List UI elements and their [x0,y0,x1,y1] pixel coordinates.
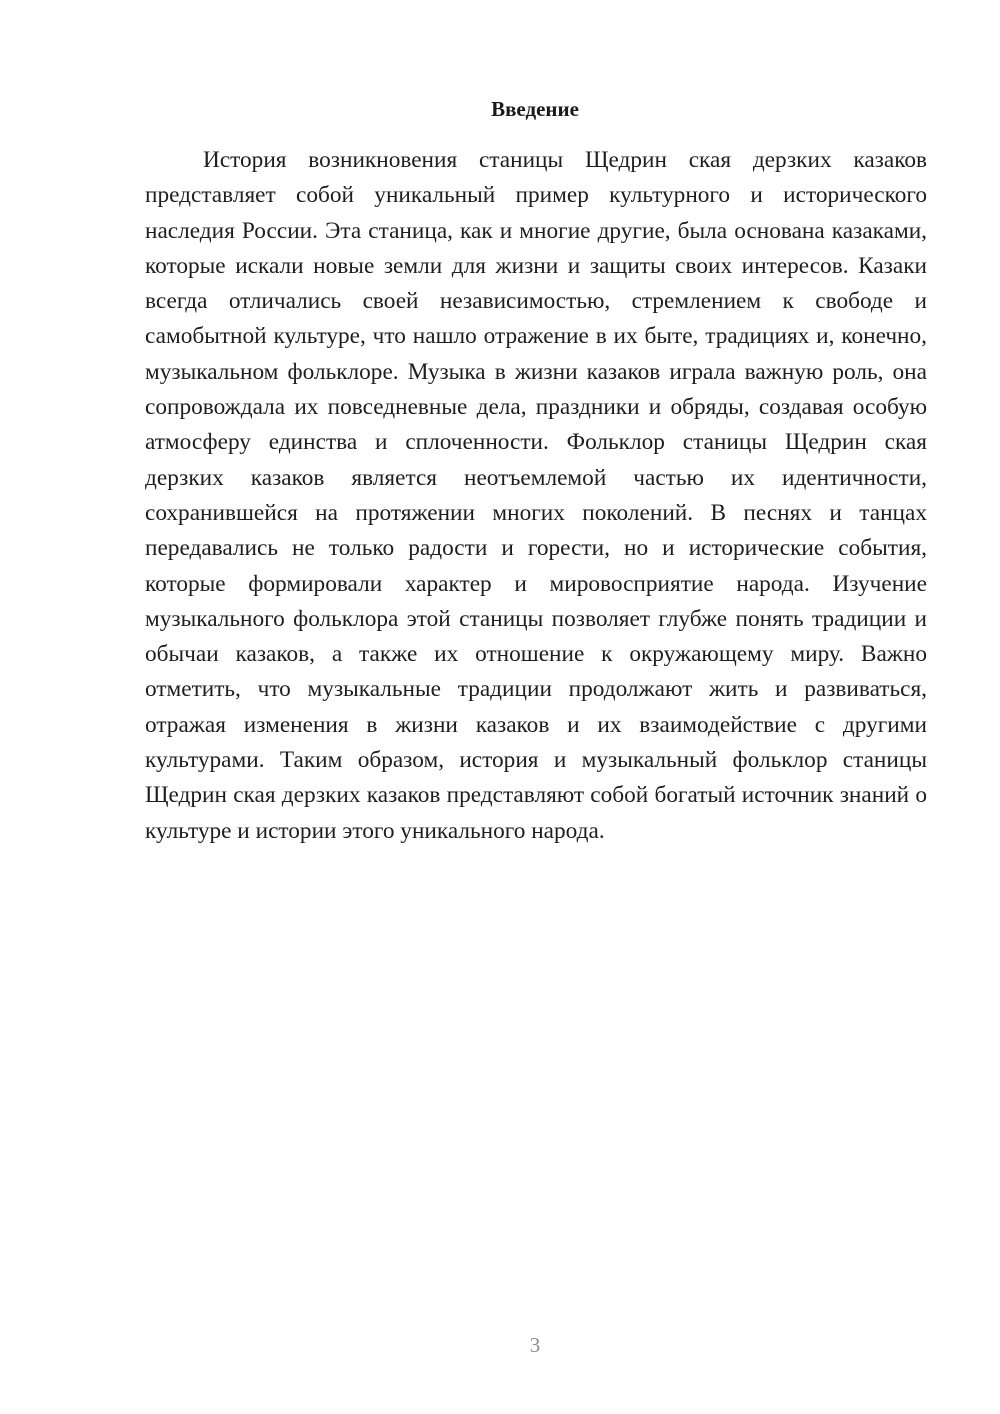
introduction-paragraph: История возникновения станицы Щедрин ская дерзких казаков представляет собой уникальный пример культурного и исторического наследия России. Эта станица, как и многие другие, была основана казаками, которые искали новые земли для жизни и защиты своих интересов. Казаки всегда отличались своей независимостью, стремлением к свободе и самобытной культуре, что нашло отражение в их быте, традициях и, конечно, музыкальном фольклоре. Музыка в жизни казаков играла важную роль, она сопровождала их повседневные дела, праздники и обряды, создавая особую атмосферу единства и сплоченности. Фольклор станицы Щедрин ская дерзких казаков является неотъемлемой частью их идентичности, сохранившейся на протяжении многих поколений. В песнях и танцах передавались не только радости и горести, но и исторические события, которые формировали характер и мировосприятие народа. Изучение музыкального фольклора этой станицы позволяет глубже понять традиции и обычаи казаков, а также их отношение к окружающему миру. Важно отметить, что музыкальные традиции продолжают жить и развиваться, отражая изменения в жизни казаков и их взаимодействие с другими культурами. Таким образом, история и музыкальный фольклор станицы Щедрин ская дерзких казаков представляют собой богатый источник знаний о культуре и истории этого уникального народа. [145,147,927,844]
page-number: 3 [529,1333,541,1357]
section-heading: Введение [491,97,579,121]
